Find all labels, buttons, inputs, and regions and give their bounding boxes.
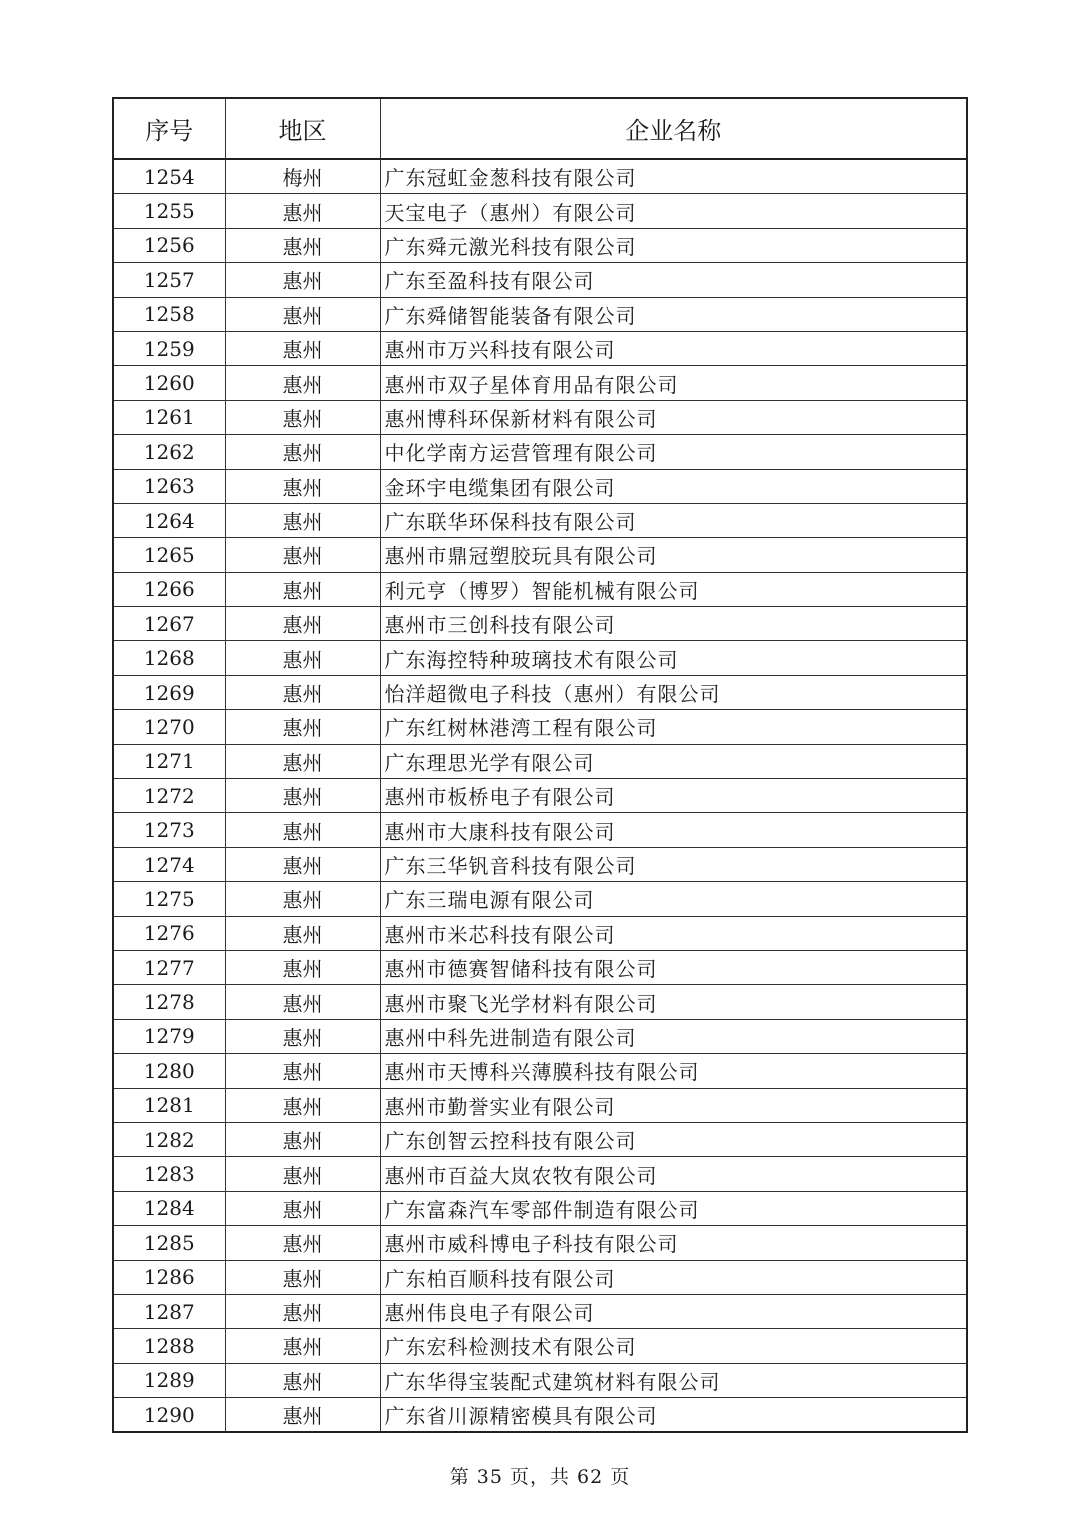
row-serial-number: 1267 <box>113 607 225 641</box>
row-serial-number: 1279 <box>113 1019 225 1053</box>
row-serial-number: 1269 <box>113 675 225 709</box>
row-serial-number: 1282 <box>113 1122 225 1156</box>
row-region: 惠州 <box>225 950 380 984</box>
row-company-name: 惠州市聚飞光学材料有限公司 <box>380 985 967 1019</box>
row-serial-number: 1265 <box>113 538 225 572</box>
row-serial-number: 1287 <box>113 1294 225 1328</box>
row-region: 惠州 <box>225 469 380 503</box>
row-region: 惠州 <box>225 1363 380 1397</box>
row-company-name: 广东舜元激光科技有限公司 <box>380 228 967 262</box>
row-company-name: 惠州市双子星体育用品有限公司 <box>380 366 967 400</box>
table-row <box>113 538 967 572</box>
table-row <box>113 744 967 778</box>
table-row <box>113 882 967 916</box>
table-row <box>113 503 967 537</box>
table-row <box>113 1019 967 1053</box>
table-row <box>113 572 967 606</box>
row-serial-number: 1262 <box>113 435 225 469</box>
row-company-name: 广东理思光学有限公司 <box>380 744 967 778</box>
table-row <box>113 641 967 675</box>
row-region: 惠州 <box>225 1398 380 1433</box>
row-serial-number: 1285 <box>113 1226 225 1260</box>
row-company-name: 惠州市三创科技有限公司 <box>380 607 967 641</box>
table-row <box>113 1088 967 1122</box>
table-row <box>113 263 967 297</box>
row-serial-number: 1260 <box>113 366 225 400</box>
row-company-name: 广东省川源精密模具有限公司 <box>380 1398 967 1433</box>
row-company-name: 惠州市大康科技有限公司 <box>380 813 967 847</box>
table-row <box>113 435 967 469</box>
row-serial-number: 1264 <box>113 503 225 537</box>
row-region: 惠州 <box>225 538 380 572</box>
row-serial-number: 1283 <box>113 1157 225 1191</box>
row-company-name: 广东宏科检测技术有限公司 <box>380 1329 967 1363</box>
header-company-name: 企业名称 <box>380 98 967 159</box>
row-serial-number: 1281 <box>113 1088 225 1122</box>
row-company-name: 惠州市天博科兴薄膜科技有限公司 <box>380 1054 967 1088</box>
row-serial-number: 1266 <box>113 572 225 606</box>
row-region: 惠州 <box>225 228 380 262</box>
table-row <box>113 985 967 1019</box>
row-region: 惠州 <box>225 1157 380 1191</box>
row-region: 惠州 <box>225 1294 380 1328</box>
row-region: 惠州 <box>225 641 380 675</box>
row-serial-number: 1290 <box>113 1398 225 1433</box>
row-company-name: 广东三华钒音科技有限公司 <box>380 847 967 881</box>
table-body <box>113 159 967 1432</box>
row-company-name: 惠州市勤誉实业有限公司 <box>380 1088 967 1122</box>
row-company-name: 广东海控特种玻璃技术有限公司 <box>380 641 967 675</box>
row-company-name: 惠州中科先进制造有限公司 <box>380 1019 967 1053</box>
row-company-name: 惠州博科环保新材料有限公司 <box>380 400 967 434</box>
table-row <box>113 916 967 950</box>
row-company-name: 惠州市百益大岚农牧有限公司 <box>380 1157 967 1191</box>
row-serial-number: 1270 <box>113 710 225 744</box>
table-row <box>113 1294 967 1328</box>
row-region: 惠州 <box>225 985 380 1019</box>
table-row <box>113 1226 967 1260</box>
row-company-name: 金环宇电缆集团有限公司 <box>380 469 967 503</box>
row-region: 惠州 <box>225 1088 380 1122</box>
row-company-name: 怡洋超微电子科技（惠州）有限公司 <box>380 675 967 709</box>
row-region: 惠州 <box>225 1122 380 1156</box>
row-company-name: 惠州市板桥电子有限公司 <box>380 779 967 813</box>
row-region: 惠州 <box>225 813 380 847</box>
row-company-name: 惠州市威科博电子科技有限公司 <box>380 1226 967 1260</box>
row-serial-number: 1277 <box>113 950 225 984</box>
table-row <box>113 1122 967 1156</box>
row-region: 惠州 <box>225 503 380 537</box>
table-row <box>113 297 967 331</box>
table-row <box>113 710 967 744</box>
row-serial-number: 1288 <box>113 1329 225 1363</box>
table-row <box>113 779 967 813</box>
row-serial-number: 1259 <box>113 331 225 365</box>
row-serial-number: 1263 <box>113 469 225 503</box>
row-serial-number: 1258 <box>113 297 225 331</box>
table-row <box>113 1363 967 1397</box>
row-region: 惠州 <box>225 847 380 881</box>
row-region: 惠州 <box>225 779 380 813</box>
table-row <box>113 607 967 641</box>
table-row <box>113 331 967 365</box>
row-region: 惠州 <box>225 916 380 950</box>
row-region: 惠州 <box>225 1191 380 1225</box>
table-row <box>113 159 967 194</box>
row-company-name: 广东至盈科技有限公司 <box>380 263 967 297</box>
table-row <box>113 366 967 400</box>
row-serial-number: 1268 <box>113 641 225 675</box>
table-row <box>113 1329 967 1363</box>
table-row <box>113 1191 967 1225</box>
row-serial-number: 1254 <box>113 159 225 194</box>
row-serial-number: 1289 <box>113 1363 225 1397</box>
row-region: 惠州 <box>225 263 380 297</box>
row-region: 惠州 <box>225 400 380 434</box>
row-serial-number: 1257 <box>113 263 225 297</box>
row-company-name: 天宝电子（惠州）有限公司 <box>380 194 967 228</box>
page-number-footer: 第 35 页，共 62 页 <box>449 1466 631 1488</box>
row-company-name: 广东舜储智能装备有限公司 <box>380 297 967 331</box>
row-region: 惠州 <box>225 194 380 228</box>
row-serial-number: 1273 <box>113 813 225 847</box>
row-company-name: 广东创智云控科技有限公司 <box>380 1122 967 1156</box>
table-row <box>113 1157 967 1191</box>
row-serial-number: 1280 <box>113 1054 225 1088</box>
row-serial-number: 1261 <box>113 400 225 434</box>
row-region: 惠州 <box>225 1226 380 1260</box>
table-row <box>113 400 967 434</box>
row-company-name: 广东柏百顺科技有限公司 <box>380 1260 967 1294</box>
table-row <box>113 228 967 262</box>
row-company-name: 惠州市万兴科技有限公司 <box>380 331 967 365</box>
row-serial-number: 1275 <box>113 882 225 916</box>
row-region: 惠州 <box>225 744 380 778</box>
row-region: 惠州 <box>225 1019 380 1053</box>
row-region: 惠州 <box>225 607 380 641</box>
table-row <box>113 1398 967 1433</box>
row-company-name: 惠州市米芯科技有限公司 <box>380 916 967 950</box>
row-region: 惠州 <box>225 675 380 709</box>
table-row <box>113 847 967 881</box>
row-region: 惠州 <box>225 1054 380 1088</box>
row-company-name: 惠州市德赛智储科技有限公司 <box>380 950 967 984</box>
row-company-name: 惠州市鼎冠塑胶玩具有限公司 <box>380 538 967 572</box>
row-region: 惠州 <box>225 366 380 400</box>
row-company-name: 利元亨（博罗）智能机械有限公司 <box>380 572 967 606</box>
company-list-table-container <box>112 97 966 1433</box>
row-serial-number: 1255 <box>113 194 225 228</box>
row-serial-number: 1272 <box>113 779 225 813</box>
table-row <box>113 1260 967 1294</box>
table-row <box>113 950 967 984</box>
row-serial-number: 1284 <box>113 1191 225 1225</box>
table-row <box>113 194 967 228</box>
table-row <box>113 813 967 847</box>
row-serial-number: 1276 <box>113 916 225 950</box>
row-serial-number: 1274 <box>113 847 225 881</box>
row-region: 惠州 <box>225 710 380 744</box>
header-serial-number: 序号 <box>113 98 225 159</box>
row-company-name: 惠州伟良电子有限公司 <box>380 1294 967 1328</box>
table-row <box>113 469 967 503</box>
row-serial-number: 1286 <box>113 1260 225 1294</box>
row-company-name: 广东三瑞电源有限公司 <box>380 882 967 916</box>
row-company-name: 广东红树林港湾工程有限公司 <box>380 710 967 744</box>
header-region: 地区 <box>225 98 380 159</box>
table-header-row <box>113 98 967 159</box>
row-region: 惠州 <box>225 1260 380 1294</box>
row-company-name: 广东冠虹金葱科技有限公司 <box>380 159 967 194</box>
row-company-name: 广东富森汽车零部件制造有限公司 <box>380 1191 967 1225</box>
row-serial-number: 1271 <box>113 744 225 778</box>
row-region: 惠州 <box>225 297 380 331</box>
company-list-table <box>112 97 968 1433</box>
row-region: 惠州 <box>225 882 380 916</box>
row-region: 惠州 <box>225 1329 380 1363</box>
table-row <box>113 1054 967 1088</box>
row-company-name: 广东联华环保科技有限公司 <box>380 503 967 537</box>
table-row <box>113 675 967 709</box>
row-region: 惠州 <box>225 435 380 469</box>
row-region: 梅州 <box>225 159 380 194</box>
row-serial-number: 1278 <box>113 985 225 1019</box>
row-company-name: 广东华得宝装配式建筑材料有限公司 <box>380 1363 967 1397</box>
row-region: 惠州 <box>225 572 380 606</box>
row-region: 惠州 <box>225 331 380 365</box>
row-serial-number: 1256 <box>113 228 225 262</box>
row-company-name: 中化学南方运营管理有限公司 <box>380 435 967 469</box>
